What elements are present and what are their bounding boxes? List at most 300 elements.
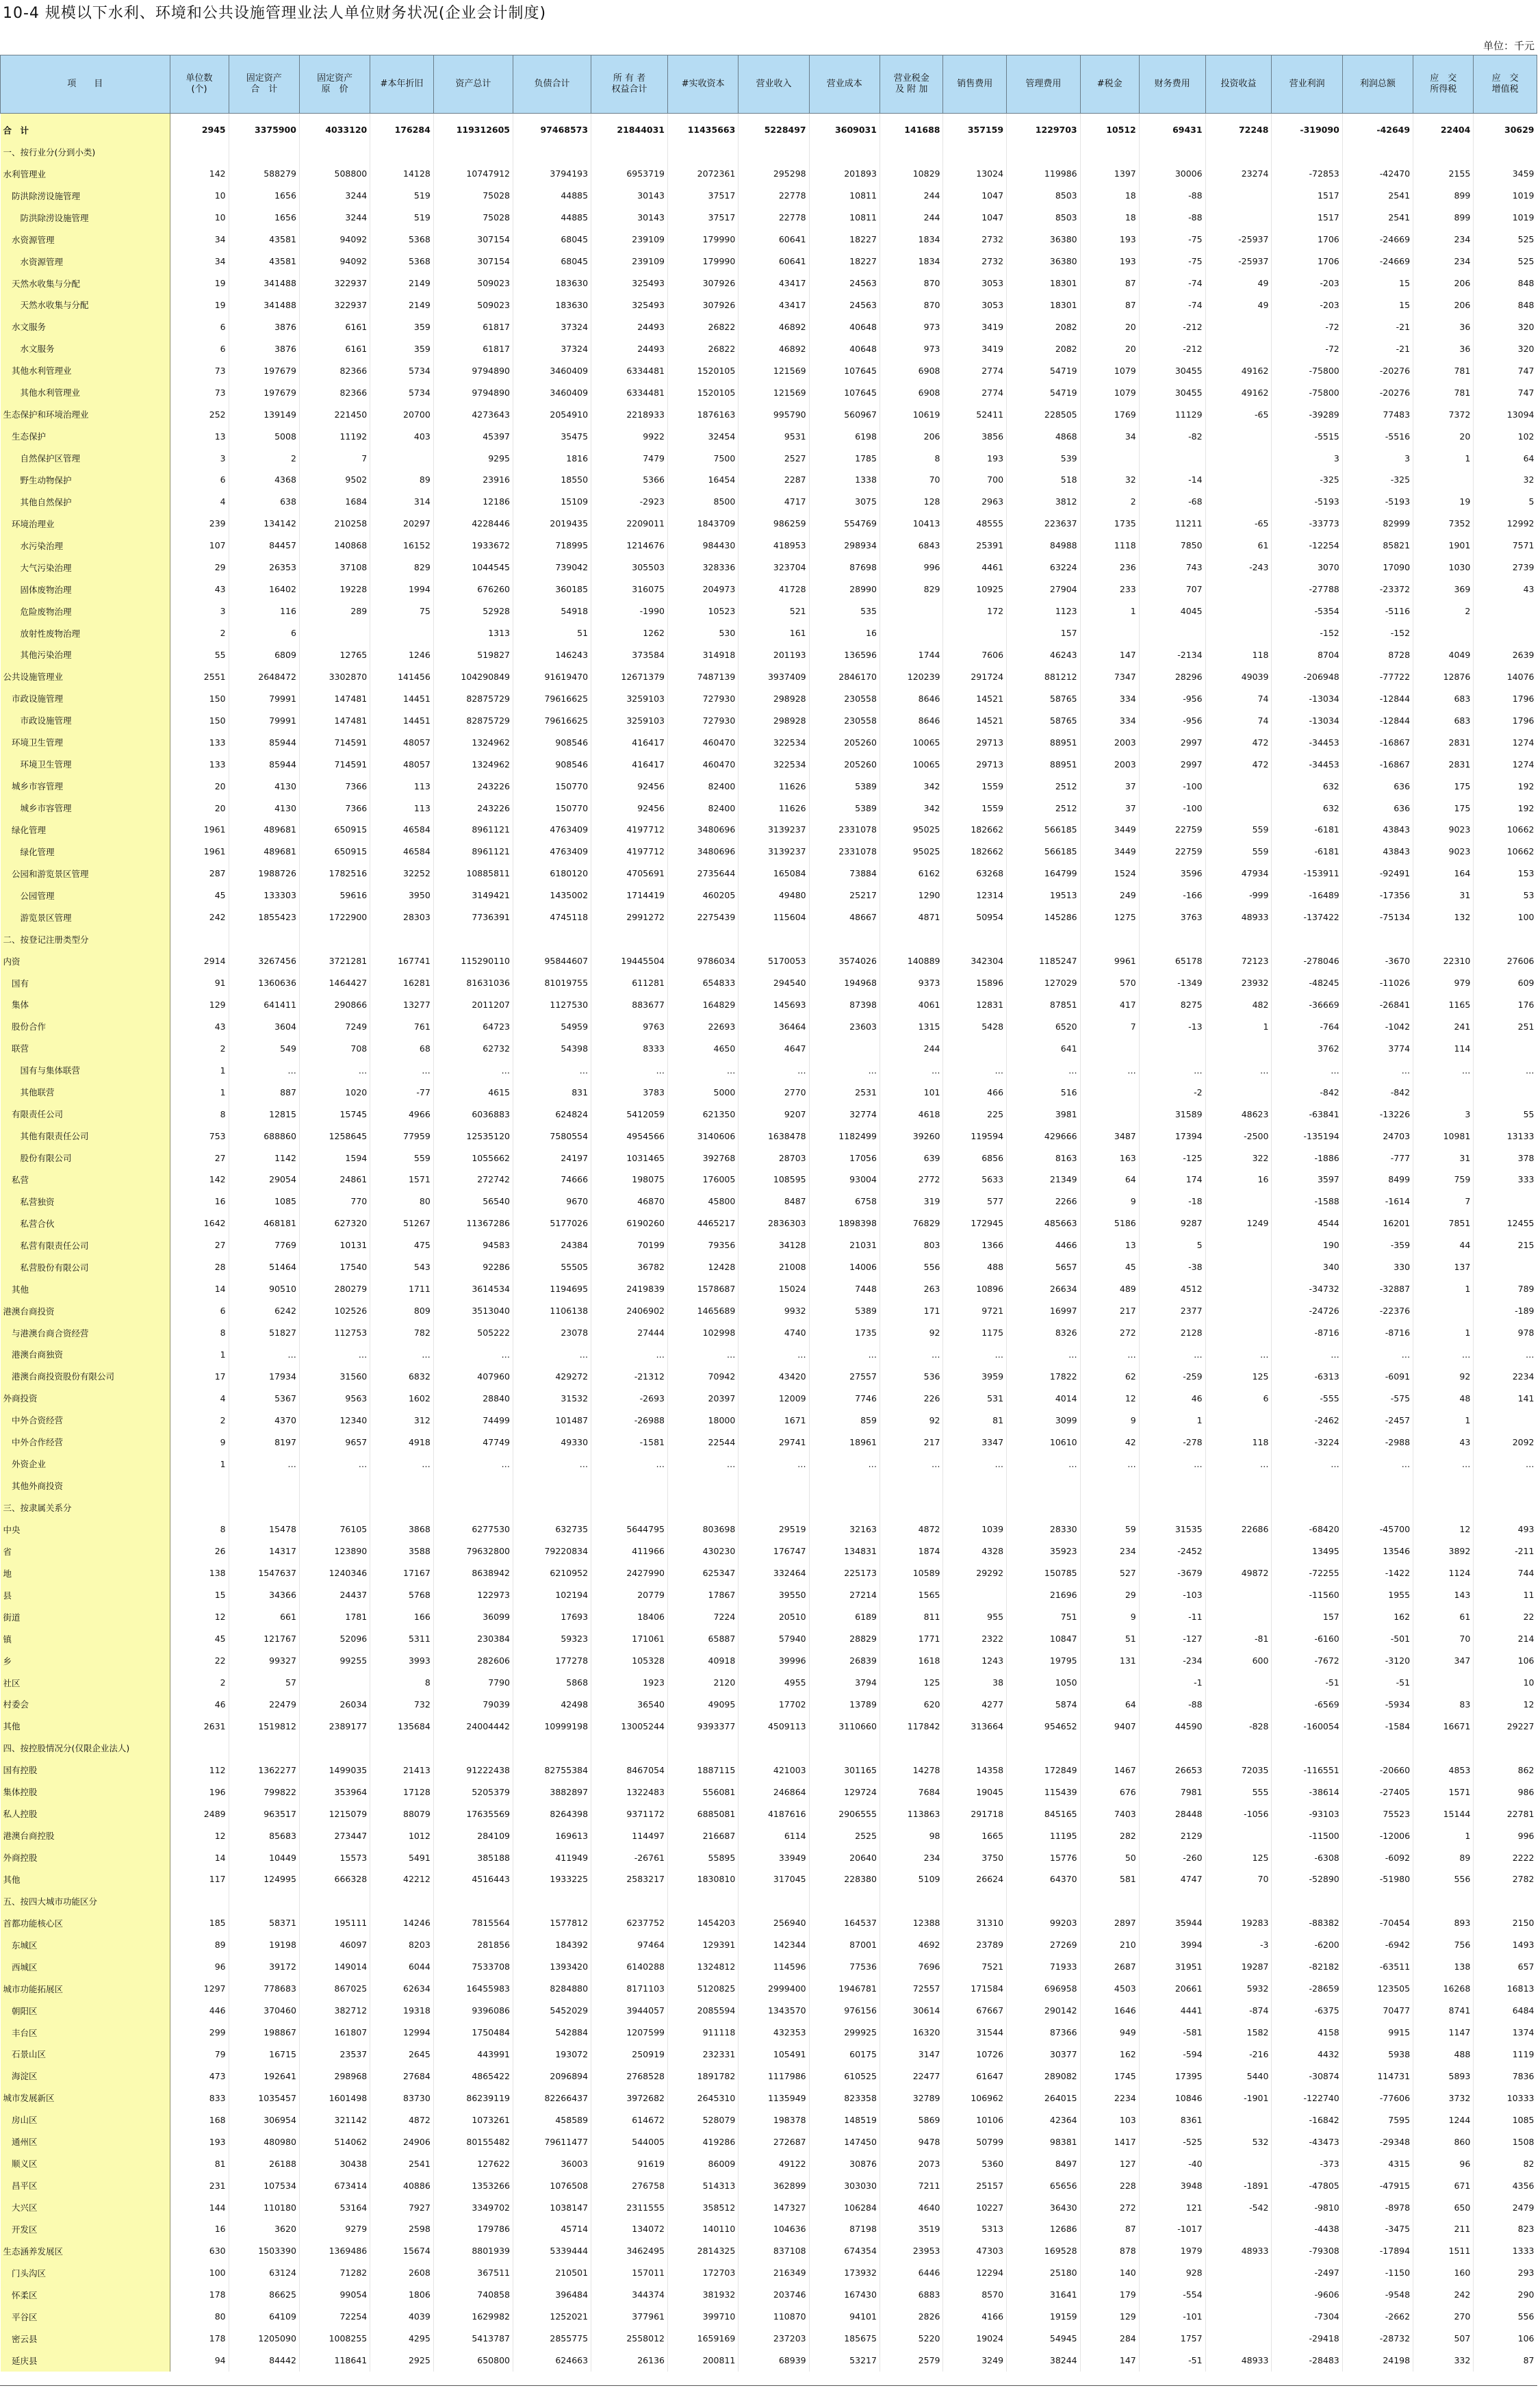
table-cell: 39550 [739,1584,809,1606]
table-cell: -278046 [1272,950,1342,972]
table-cell: 4705691 [591,863,668,885]
table-cell: 8500 [668,491,739,513]
table-cell: 5413787 [433,2328,513,2350]
table-cell: 781 [1413,359,1474,381]
table-cell: 2732 [943,251,1007,272]
table-cell: 2687 [1080,1956,1139,1978]
row-label: 城市发展新区 [1,2087,170,2109]
table-cell: 641411 [229,994,299,1016]
table-cell: 16454 [668,469,739,491]
row-label: 公园和游览景区管理 [1,863,170,885]
table-cell: 9 [1080,1606,1139,1628]
table-cell: 1834 [880,251,943,272]
table-cell [513,1737,591,1759]
table-cell: 2991272 [591,906,668,928]
table-cell: 2427990 [591,1562,668,1584]
table-cell: 84457 [229,535,299,557]
table-cell: 16715 [229,2044,299,2066]
table-cell: 2541 [370,2152,434,2174]
table-cell: 4033120 [299,119,370,141]
table-cell: 1796 [1474,709,1537,731]
table-cell: 539 [1007,447,1081,469]
table-cell: 10896 [943,1278,1007,1300]
table-cell: 53164 [299,2196,370,2218]
table-cell: -72853 [1272,163,1342,185]
row-label: 平谷区 [1,2306,170,2328]
table-cell: 1085 [1474,2109,1537,2131]
table-cell: 3750 [943,1846,1007,1868]
table-cell: 106284 [809,2196,880,2218]
table-cell: 35475 [513,425,591,447]
row-label: 街道 [1,1606,170,1628]
table-cell: 803698 [668,1519,739,1540]
table-cell: 12340 [299,1409,370,1431]
table-cell [1272,1737,1342,1759]
table-cell: -956 [1139,709,1205,731]
table-cell: … [1272,1344,1342,1366]
table-cell: 236 [1080,557,1139,579]
row-label: 私营独资 [1,1191,170,1212]
table-cell: 4509113 [739,1715,809,1737]
table-cell: 23932 [1205,972,1272,994]
table-cell: 1205090 [229,2328,299,2350]
table-row [1,403,1537,425]
row-label: 公园管理 [1,885,170,906]
table-cell: 26188 [229,2152,299,2174]
table-cell: 332464 [739,1562,809,1584]
table-cell: -127 [1139,1628,1205,1650]
table-cell: 150785 [1007,1562,1081,1584]
table-cell: 70477 [1342,2000,1413,2022]
table-cell: 5869 [880,2109,943,2131]
table-cell: 27606 [1474,950,1537,972]
table-cell: 3892 [1413,1540,1474,1562]
table-cell: 1923 [591,1672,668,1694]
table-cell: 205260 [809,753,880,775]
table-cell: 228 [1080,2174,1139,2196]
table-cell: 134072 [591,2218,668,2240]
table-cell: 87 [1474,2350,1537,2372]
table-cell [809,1475,880,1497]
table-cell: 4763409 [513,819,591,841]
table-cell [591,1890,668,1912]
table-cell: 9763 [591,1015,668,1037]
table-cell: 5734 [370,381,434,403]
table-cell: 239 [170,513,229,535]
table-cell: -319090 [1272,119,1342,141]
row-label: 市政设施管理 [1,687,170,709]
table-cell: 5120825 [668,1978,739,2000]
table-cell: 62 [1080,1365,1139,1387]
table-cell: 52096 [299,1628,370,1650]
table-cell: 46892 [739,338,809,359]
table-cell: 82266437 [513,2087,591,2109]
table-cell: 81631036 [433,972,513,994]
table-cell: 3596 [1139,863,1205,885]
table-cell: 1324962 [433,731,513,753]
table-cell [370,1890,434,1912]
table-cell: 2275439 [668,906,739,928]
table-cell: 165084 [739,863,809,885]
table-cell: 6277530 [433,1519,513,1540]
table-cell: 661 [229,1606,299,1628]
table-cell: 5412059 [591,1103,668,1125]
table-cell [1205,600,1272,622]
table-cell: 848 [1474,294,1537,316]
table-cell: 94 [170,2350,229,2372]
table-cell [1080,114,1139,120]
table-cell: 362899 [739,2174,809,2196]
table-cell: 20 [1080,338,1139,359]
table-cell: 34 [170,229,229,251]
row-label: 怀柔区 [1,2284,170,2306]
table-cell [591,141,668,163]
table-cell: 2082 [1007,338,1081,359]
table-cell [1205,447,1272,469]
table-cell: 114596 [739,1956,809,1978]
table-cell: 4370 [229,1409,299,1431]
table-cell: 54719 [1007,381,1081,403]
table-cell: 138 [1413,1956,1474,1978]
table-cell: 94101 [809,2306,880,2328]
table-cell: -9548 [1342,2284,1413,2306]
table-cell [1080,1890,1139,1912]
table-cell: 1782516 [299,863,370,885]
row-label: 村委会 [1,1694,170,1716]
table-cell: 3459 [1474,163,1537,185]
table-cell: 72557 [880,1978,943,2000]
table-cell: 37324 [513,338,591,359]
table-cell: 24493 [591,316,668,338]
table-cell: -39289 [1272,403,1342,425]
table-cell: -47805 [1272,2174,1342,2196]
table-cell: 10726 [943,2044,1007,2066]
table-cell: 15745 [299,1103,370,1125]
table-cell: 19 [170,294,229,316]
table-cell: 25180 [1007,2262,1081,2284]
table-cell: 43 [1474,579,1537,600]
table-cell: 162 [1080,2044,1139,2066]
table-cell: 2525 [809,1825,880,1846]
table-cell: 2925 [370,2350,434,2372]
table-cell [1080,1672,1139,1694]
table-cell: 9023 [1413,819,1474,841]
table-cell: 114 [1413,1037,1474,1059]
table-cell: 10589 [880,1562,943,1584]
table-cell [739,1737,809,1759]
table-cell: 10106 [943,2109,1007,2131]
table-row [1,1584,1537,1606]
table-cell: 31532 [513,1387,591,1409]
table-cell: 4039 [370,2306,434,2328]
table-cell: 1454203 [668,1912,739,1934]
table-cell: 3099 [1007,1409,1081,1431]
table-cell: 1047 [943,185,1007,207]
table-cell: 403 [370,425,434,447]
table-cell: 1343570 [739,2000,809,2022]
table-cell: 6198 [809,425,880,447]
table-cell: 43420 [739,1365,809,1387]
table-cell: 16813 [1474,1978,1537,2000]
table-cell: -2662 [1342,2306,1413,2328]
row-label: 其他自然保护 [1,491,170,513]
table-cell: 61647 [943,2065,1007,2087]
table-cell: 37517 [668,207,739,229]
table-cell [1205,1672,1272,1694]
table-cell: 1830810 [668,1868,739,1890]
table-cell: 829 [370,557,434,579]
table-cell: 620 [880,1694,943,1716]
table-cell: 32774 [809,1103,880,1125]
table-cell: 44885 [513,185,591,207]
table-cell: 1038147 [513,2196,591,2218]
table-row [1,1475,1537,1497]
table-cell: 2999400 [739,1978,809,2000]
table-cell: 10333 [1474,2087,1537,2109]
table-cell: 559 [370,1147,434,1169]
table-cell: 2914 [170,950,229,972]
table-cell [433,1737,513,1759]
table-cell: 3812 [1007,491,1081,513]
table-cell: 3993 [370,1650,434,1672]
table-cell: 121767 [229,1628,299,1650]
table-cell: 369 [1413,579,1474,600]
table-cell [1205,1278,1272,1300]
row-label: 社区 [1,1672,170,1694]
table-cell: 8333 [591,1037,668,1059]
table-cell: … [1272,1453,1342,1475]
table-cell: 1933225 [513,1868,591,1890]
table-cell: 24493 [591,338,668,359]
table-cell: 20 [1413,425,1474,447]
table-cell: 206 [1413,294,1474,316]
table-cell: … [809,1344,880,1366]
table-cell: 8801939 [433,2240,513,2262]
table-cell: 2814325 [668,2240,739,2262]
table-row [1,1015,1537,1037]
table-cell: 3 [1413,1103,1474,1125]
table-cell: 5313 [943,2218,1007,2240]
table-cell: 193072 [513,2044,591,2066]
table-cell: 5452029 [513,2000,591,2022]
table-cell: -116551 [1272,1759,1342,1781]
table-row [1,2109,1537,2131]
table-row [1,359,1537,381]
table-cell: 3139237 [739,819,809,841]
table-cell: 87851 [1007,994,1081,1016]
table-cell: -373 [1272,2152,1342,2174]
table-cell [880,1497,943,1519]
row-label: 城乡市容管理 [1,797,170,819]
column-header: 负债合计 [513,55,591,114]
table-cell: 2782 [1474,1868,1537,1890]
table-cell: 322937 [299,272,370,294]
table-cell: 10523 [668,600,739,622]
table-cell: -17356 [1342,885,1413,906]
table-cell: 129 [1080,2306,1139,2328]
table-cell: -88382 [1272,1912,1342,1934]
table-cell: -212 [1139,338,1205,359]
table-cell: 92456 [591,775,668,797]
table-cell: 12535120 [433,1125,513,1147]
table-cell: 16201 [1342,1212,1413,1234]
table-cell: 90510 [229,1278,299,1300]
table-cell: 105328 [591,1650,668,1672]
table-cell: 134831 [809,1540,880,1562]
table-cell: 10981 [1413,1125,1474,1147]
table-cell: -77 [370,1081,434,1103]
table-cell: 322 [1205,1147,1272,1169]
table-cell: 49095 [668,1694,739,1716]
table-cell: 566185 [1007,819,1081,841]
table-cell: -160054 [1272,1715,1342,1737]
table-cell: 845165 [1007,1803,1081,1825]
table-cell: 23274 [1205,163,1272,185]
table-cell: 166 [370,1606,434,1628]
row-label: 门头沟区 [1,2262,170,2284]
table-row [1,1540,1537,1562]
table-row [1,2218,1537,2240]
table-cell: 1656 [229,207,299,229]
table-cell: 60641 [739,229,809,251]
table-cell: 1008255 [299,2328,370,2350]
table-cell: 13 [1080,1234,1139,1256]
table-cell: 899 [1413,207,1474,229]
table-cell: 82875729 [433,709,513,731]
table-cell: 117842 [880,1715,943,1737]
table-cell: 11195 [1007,1825,1081,1846]
table-cell: 753 [170,1125,229,1147]
table-cell: 1659169 [668,2328,739,2350]
table-cell: 14076 [1474,665,1537,687]
table-cell: 7448 [809,1278,880,1300]
table-cell: 1 [170,1059,229,1081]
table-cell: 979 [1413,972,1474,994]
table-cell: 1946781 [809,1978,880,2000]
row-label: 防洪除涝设施管理 [1,207,170,229]
table-cell [170,1890,229,1912]
table-row [1,1147,1537,1169]
table-cell: -63841 [1272,1103,1342,1125]
table-row [1,885,1537,906]
table-cell: 674354 [809,2240,880,2262]
table-cell: 2150 [1474,1912,1537,1934]
table-cell: 68939 [739,2350,809,2372]
row-label: 地 [1,1562,170,1584]
table-cell: 2831 [1413,731,1474,753]
table-cell: 121 [1139,2196,1205,2218]
table-cell: 31535 [1139,1519,1205,1540]
table-cell: 446 [170,2000,229,2022]
table-cell: 570 [1080,972,1139,994]
table-cell: 1085 [229,1191,299,1212]
table-row [1,1912,1537,1934]
table-cell [1205,928,1272,950]
row-label: 其他 [1,1715,170,1737]
table-cell: 36380 [1007,229,1081,251]
table-cell: 8264398 [513,1803,591,1825]
table-cell [1205,469,1272,491]
table-cell: 3959 [943,1365,1007,1387]
table-cell: 17056 [809,1147,880,1169]
table-cell: 9023 [1413,841,1474,863]
table-cell: 18227 [809,229,880,251]
table-cell: … [1139,1453,1205,1475]
table-cell: -2134 [1139,644,1205,666]
table-cell: 1353266 [433,2174,513,2196]
table-cell: 100 [170,2262,229,2284]
table-cell [1474,600,1537,622]
table-row [1,1365,1537,1387]
table-cell: 10 [170,185,229,207]
table-cell: 3944057 [591,2000,668,2022]
table-cell: 2 [1413,600,1474,622]
table-cell: -40 [1139,2152,1205,2174]
table-cell: 293 [1474,2262,1537,2284]
table-cell: 2645310 [668,2087,739,2109]
table-cell: 43843 [1342,819,1413,841]
table-cell: 1571 [370,1169,434,1191]
table-row [1,644,1537,666]
table-cell: 28448 [1139,1803,1205,1825]
table-cell: … [591,1344,668,1366]
table-cell: 92456 [591,797,668,819]
table-cell: 4954566 [591,1125,668,1147]
row-label: 昌平区 [1,2174,170,2196]
table-cell: 1315 [880,1015,943,1037]
table-cell: 1055662 [433,1147,513,1169]
table-cell: 198867 [229,2022,299,2044]
table-cell: 70 [1205,1868,1272,1890]
table-cell: 6883 [880,2284,943,2306]
table-cell: … [591,1059,668,1081]
table-cell: 6161 [299,338,370,359]
table-cell: 7352 [1413,513,1474,535]
table-cell: 71282 [299,2262,370,2284]
table-cell: 1035457 [229,2087,299,2109]
table-cell: 727930 [668,687,739,709]
table-cell: 30143 [591,185,668,207]
table-cell: -93103 [1272,1803,1342,1825]
table-cell: … [1080,1059,1139,1081]
table-cell: 82366 [299,381,370,403]
table-cell: 1706 [1272,251,1342,272]
table-cell: -11026 [1342,972,1413,994]
table-cell: 20779 [591,1584,668,1606]
table-cell: 169528 [1007,2240,1081,2262]
table-cell: 7 [1080,1015,1139,1037]
table-cell [1205,2109,1272,2131]
table-row [1,1081,1537,1103]
table-cell: 84442 [229,2350,299,2372]
table-cell: 301165 [809,1759,880,1781]
table-cell: 193 [170,2131,229,2152]
table-row [1,294,1537,316]
table-cell: 243226 [433,775,513,797]
table-cell: 1324812 [668,1956,739,1978]
table-cell [1080,1037,1139,1059]
table-cell [668,1890,739,1912]
table-cell: 928 [1139,2262,1205,2284]
table-cell: 321142 [299,2109,370,2131]
table-cell: -152 [1272,622,1342,644]
table-cell: 31 [1413,885,1474,906]
table-cell: 24004442 [433,1715,513,1737]
table-cell: 64723 [433,1015,513,1037]
table-cell: 256940 [739,1912,809,1934]
table-cell: 107534 [229,2174,299,2196]
table-cell: 859 [809,1409,880,1431]
